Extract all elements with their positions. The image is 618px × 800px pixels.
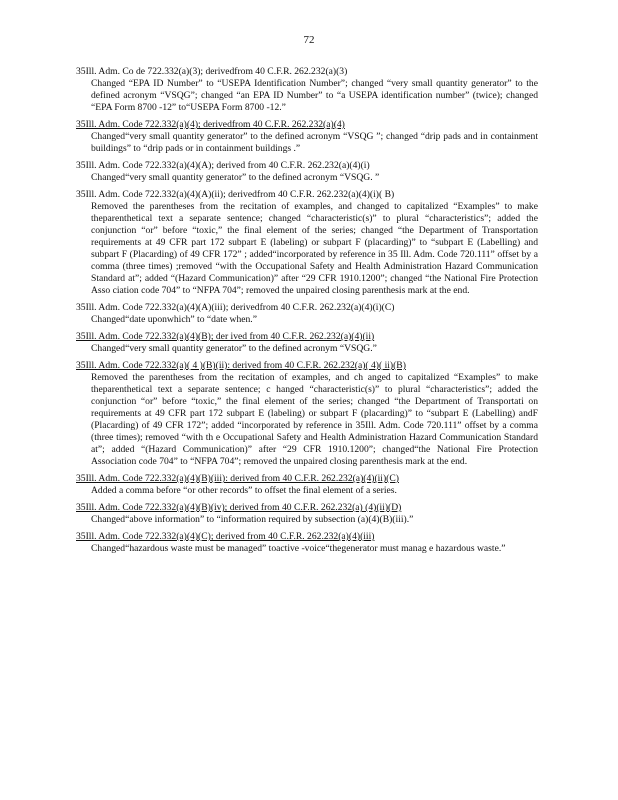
entry-citation: 35Ill. Adm. Code 722.332(a)(4)(C); derived from 40 C.F.R. 262.232(a)(4)(iii): [76, 531, 375, 542]
entry: [76, 119, 538, 155]
page-number: 72: [303, 34, 315, 46]
entry-note: Changed“very small quantity generator” to the defined acronym “VSQG ”; changed “drip pads and in containment buildings” to “drip pads or in containment buildings .”: [91, 131, 538, 154]
entry: [76, 331, 538, 355]
entry-citation: 35Ill. Adm. Code 722.332(a)(4)(A); derived from 40 C.F.R. 262.232(a)(4)(i): [76, 160, 370, 171]
entry-note: Removed the parentheses from the recitation of examples, and ch anged to capitalized “Examples” to make theparenthetical text a separate sentence; c hanged “characteristic(s)” to plural “characteristics”; added the conjunction “or” before “toxic,” the final element of the series; changed “the Department of Transportati on requirements at 49 CFR part 172 subpart E (labeling) or subpart F (placarding)” to “subpart E (Labelling) andF (Placarding) of 49 CFR 172”; added “incorporated by reference in 35Ill. Adm. Code 720.111” offset by a comma (three times); removed “with th e Occupational Safety and Health Administration Hazard Communication Standard at”; added “(Hazard Communication)” after “29 CFR 1910.1200”; changed“the National Fire Protection Association code 704” to “NFPA 704”; removed the unpaired closing parenthesis mark at the end.: [91, 372, 538, 467]
entry-note: Removed the parentheses from the recitation of examples, and changed to capitalized “Examples” to make theparenthetical text a separate sentence; changed “characteristic(s)” to plural “characteristics”; added the conjunction “or” before “toxic,” the final element of the series; changed “the Department of Transportation requirements at 49 CFR part 172 subpart E (labeling) or subpart F (placarding)” to “subpart E (Labelling) and subpart F (Placarding) of 49 CFR 172” ; added“incorporated by reference in 35 Ill. Adm. Code 720.111” offset by a comma (three times) ;removed “with the Occupational Safety and Health Administration Hazard Communication Standard at”; added “(Hazard Communication)” after “29 CFR 1910.1200”; changed “the National Fire Protection Asso ciation code 704” to “NFPA 704”; removed the unpaired closing parenthesis mark at the end.: [91, 201, 538, 296]
entry: [76, 473, 538, 497]
entry-note: Added a comma before “or other records” to offset the final element of a series.: [91, 485, 397, 496]
entry: [76, 531, 538, 555]
entry: [76, 502, 538, 526]
entry-note: Changed“date uponwhich” to “date when.”: [91, 314, 257, 325]
entry-citation: 35Ill. Adm. Code 722.332(a)(4)(B)(iii): derived from 40 C.F.R. 262.232(a)(4)(ii)(C): [76, 473, 399, 484]
entry-note: Changed “EPA ID Number” to “USEPA Identification Number”; changed “very small quantity generator” to the defined acronym “VSQG”; changed “an EPA ID Number” to “a USEPA identification number” (twice); changed “EPA Form 8700 -12” to“USEPA Form 8700 -12.”: [91, 78, 538, 113]
entry-note: Changed“very small quantity generator” to the defined acronym “VSQG.”: [91, 343, 377, 354]
entry: [76, 66, 538, 114]
entry-citation: 35Ill. Adm. Code 722.332(a)(4)(B); der ived from 40 C.F.R. 262.232(a)(4)(ii): [76, 331, 375, 342]
entry-note: Changed“above information” to “information required by subsection (a)(4)(B)(iii).”: [91, 514, 414, 525]
entry-citation: 35Ill. Adm. Code 722.332(a)(4)(A)(ii); derivedfrom 40 C.F.R. 262.232(a)(4)(i)( B): [76, 189, 395, 200]
entry-citation: 35Ill. Adm. Code 722.332(a)(4)(B)(iv); derived from 40 C.F.R. 262.232(a) (4)(ii)(D): [76, 502, 402, 513]
entry: [76, 160, 538, 184]
entry: [76, 189, 538, 297]
entries-list: [76, 66, 538, 560]
entry-citation: 35Ill. Adm. Code 722.332(a)(4); derivedfrom 40 C.F.R. 262.232(a)(4): [76, 119, 345, 130]
entry-note: Changed“hazardous waste must be managed” toactive -voice“thegenerator must manag e hazardous waste.”: [91, 543, 506, 554]
entry-citation: 35Ill. Adm. Code 722.332(a)(4)(A)(iii); derivedfrom 40 C.F.R. 262.232(a)(4)(i)(C): [76, 302, 395, 313]
entry: [76, 302, 538, 326]
entry-note: Changed“very small quantity generator” to the defined acronym “VSQG. ”: [91, 172, 380, 183]
entry: [76, 360, 538, 468]
entry-citation: 35Ill. Adm. Co de 722.332(a)(3); derivedfrom 40 C.F.R. 262.232(a)(3): [76, 66, 348, 77]
entry-citation: 35Ill. Adm. Code 722.332(a)( 4 )(B)(ii): derived from 40 C.F.R. 262.232(a)( 4)( ii)(B): [76, 360, 406, 371]
